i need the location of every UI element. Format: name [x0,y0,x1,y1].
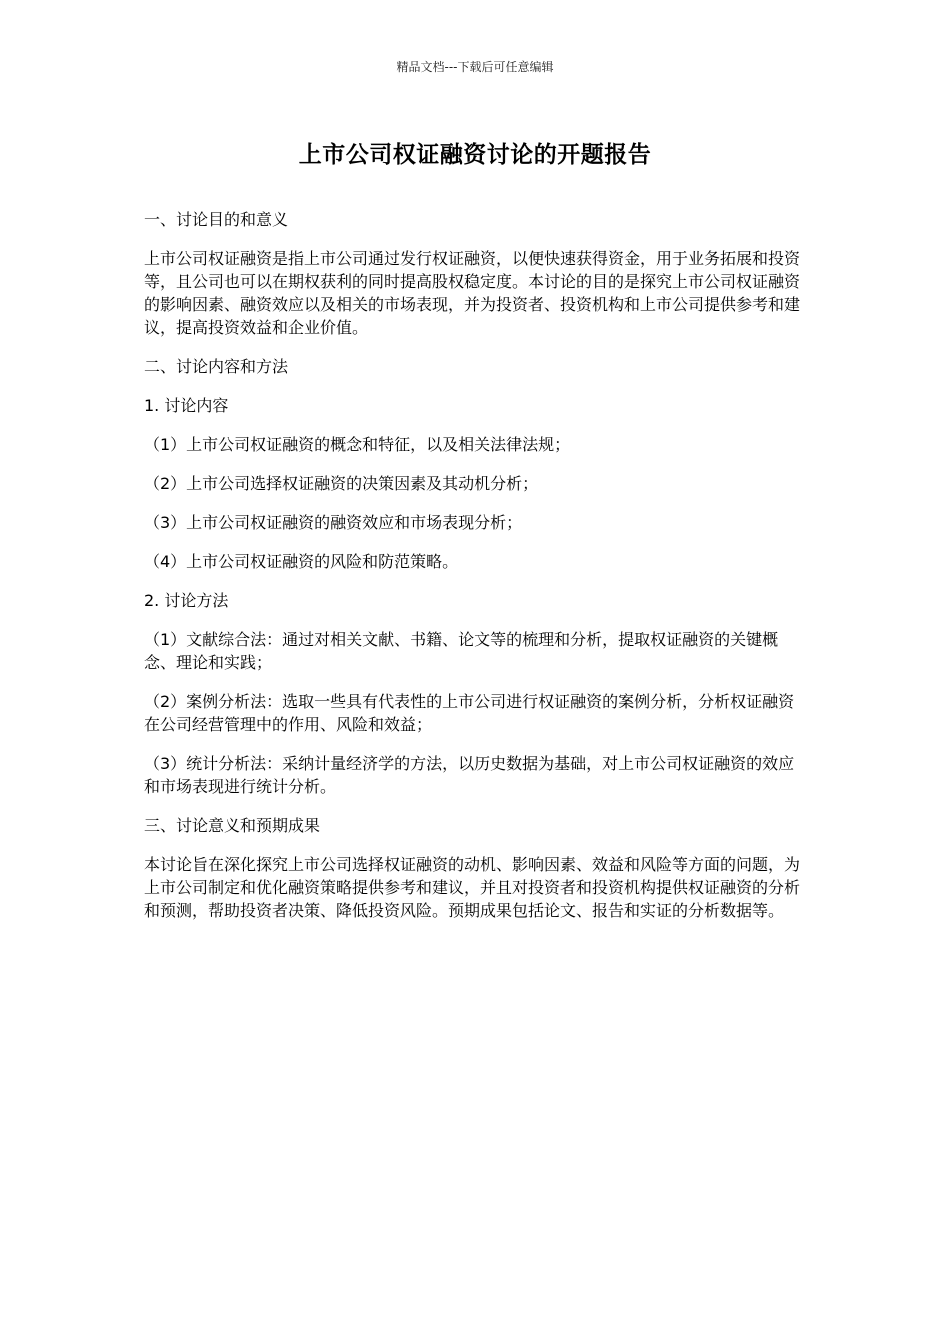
section-3-heading: 三、讨论意义和预期成果 [144,816,321,835]
section-2-heading: 二、讨论内容和方法 [144,357,289,376]
subsection-method-heading: 2. 讨论方法 [144,591,229,610]
content-item-3: （3）上市公司权证融资的融资效应和市场表现分析； [144,513,523,532]
section-1-heading: 一、讨论目的和意义 [144,210,289,229]
section-3-paragraph: 本讨论旨在深化探究上市公司选择权证融资的动机、影响因素、效益和风险等方面的问题，为上市公司制定和优化融资策略提供参考和建议，并且对投资者和投资机构提供权证融资的分析和预测，帮助投资者决策、降低投资风险。预期成果包括论文、报告和实证的分析数据等。 [144,855,801,920]
section-1-paragraph: 上市公司权证融资是指上市公司通过发行权证融资，以便快速获得资金，用于业务拓展和投资等，且公司也可以在期权获利的同时提高股权稳定度。本讨论的目的是探究上市公司权证融资的影响因素、融资效应以及相关的市场表现，并为投资者、投资机构和上市公司提供参考和建议，提高投资效益和企业价值。 [144,249,801,337]
content-item-4: （4）上市公司权证融资的风险和防范策略。 [144,552,459,571]
content-item-2: （2）上市公司选择权证融资的决策因素及其动机分析； [144,474,539,493]
document-body [144,208,808,938]
method-item-2: （2）案例分析法：选取一些具有代表性的上市公司进行权证融资的案例分析，分析权证融资在公司经营管理中的作用、风险和效益； [144,692,795,734]
content-item-1: （1）上市公司权证融资的概念和特征，以及相关法律法规； [144,435,571,454]
document-title: 上市公司权证融资讨论的开题报告 [298,142,652,168]
subsection-content-heading: 1. 讨论内容 [144,396,229,415]
method-item-3: （3）统计分析法：采纳计量经济学的方法，以历史数据为基础，对上市公司权证融资的效应和市场表现进行统计分析。 [144,754,795,796]
method-item-1: （1）文献综合法：通过对相关文献、书籍、论文等的梳理和分析，提取权证融资的关键概念、理论和实践； [144,630,779,672]
page-header: 精品文档---下载后可任意编辑 [396,60,554,74]
